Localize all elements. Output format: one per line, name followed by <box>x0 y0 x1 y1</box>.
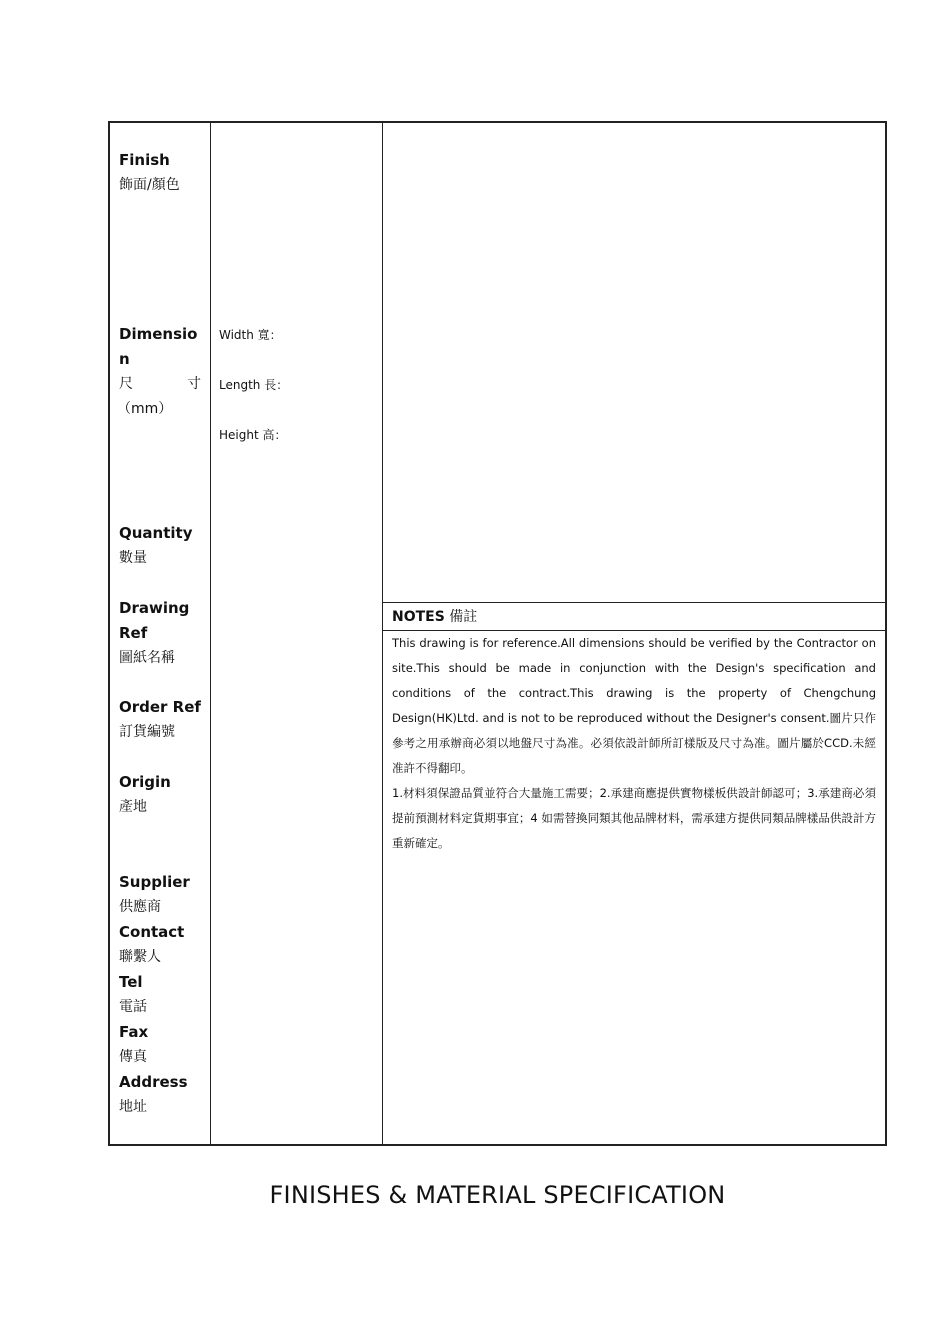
origin-label-zh: 產地 <box>119 799 147 815</box>
notes-top-rule <box>383 602 885 603</box>
drawing-ref-label <box>119 596 189 671</box>
supplier-label-en: Supplier <box>119 873 190 891</box>
fax-label-en: Fax <box>119 1023 149 1041</box>
notes-paragraph-1: This drawing is for reference.All dimensions should be verified by the Contractor on site.This should be made in conjunction with the Design's specification and conditions of the contract.This drawing is the property of Chengchung Design(HK)Ltd. and is not to be reproduced without the Designer's consent.圖片只作參考之用承辦商必須以地盤尺寸為准。必須依設計師所訂樣版及尺寸為准。圖片屬於CCD.未經准許不得翻印。 <box>392 636 876 775</box>
column-divider-2 <box>382 123 383 1144</box>
origin-label-en: Origin <box>119 773 171 791</box>
notes-heading-en: NOTES <box>392 609 445 625</box>
contact-label-en: Contact <box>119 923 185 941</box>
finish-label-en: Finish <box>119 151 170 169</box>
order-ref-label-en: Order Ref <box>119 698 201 716</box>
dimension-label <box>119 322 201 422</box>
notes-paragraph-2: 1.材料須保證品質並符合大量施工需要；2.承建商應提供實物樣板供設計師認可；3.承建商必須提前預測材料定貨期事宜；4 如需替換同類其他品牌材料，需承建方提供同類品牌樣品供設計方重新確定。 <box>392 786 876 850</box>
drawing-ref-label-en: Drawing <box>119 599 190 617</box>
fax-label-zh: 傳真 <box>119 1049 147 1065</box>
finish-label <box>119 148 180 198</box>
specification-table <box>108 121 887 1146</box>
dimension-label-en: Dimensio <box>119 325 198 343</box>
finish-label-zh: 飾面/顏色 <box>119 177 180 193</box>
notes-heading <box>392 604 477 630</box>
drawing-ref-label-zh: 圖紙名稱 <box>119 650 175 666</box>
dimension-unit: （mm） <box>117 401 173 417</box>
drawing-ref-label-en-wrap: Ref <box>119 624 148 642</box>
dimension-label-zh: 尺 寸 <box>119 376 201 392</box>
quantity-label <box>119 521 193 571</box>
supplier-label-zh: 供應商 <box>119 899 161 915</box>
quantity-label-zh: 數量 <box>119 550 147 566</box>
tel-label-zh: 電話 <box>119 999 147 1015</box>
quantity-label-en: Quantity <box>119 524 193 542</box>
notes-heading-zh: 備註 <box>449 609 478 625</box>
tel-label-en: Tel <box>119 973 143 991</box>
dimension-label-en-wrap: n <box>119 350 130 368</box>
width-field: Width 寬： <box>219 328 282 342</box>
column-divider-1 <box>210 123 211 1144</box>
supplier-block <box>119 870 190 1120</box>
notes-body <box>392 631 876 856</box>
order-ref-label-zh: 訂貨編號 <box>119 724 175 740</box>
origin-label <box>119 770 171 820</box>
page-title: FINISHES & MATERIAL SPECIFICATION <box>269 1181 726 1209</box>
address-label-zh: 地址 <box>119 1099 147 1115</box>
height-field: Height 高： <box>219 428 287 442</box>
contact-label-zh: 聯繫人 <box>119 949 161 965</box>
address-label-en: Address <box>119 1073 188 1091</box>
order-ref-label <box>119 695 201 745</box>
length-field: Length 長： <box>219 378 289 392</box>
